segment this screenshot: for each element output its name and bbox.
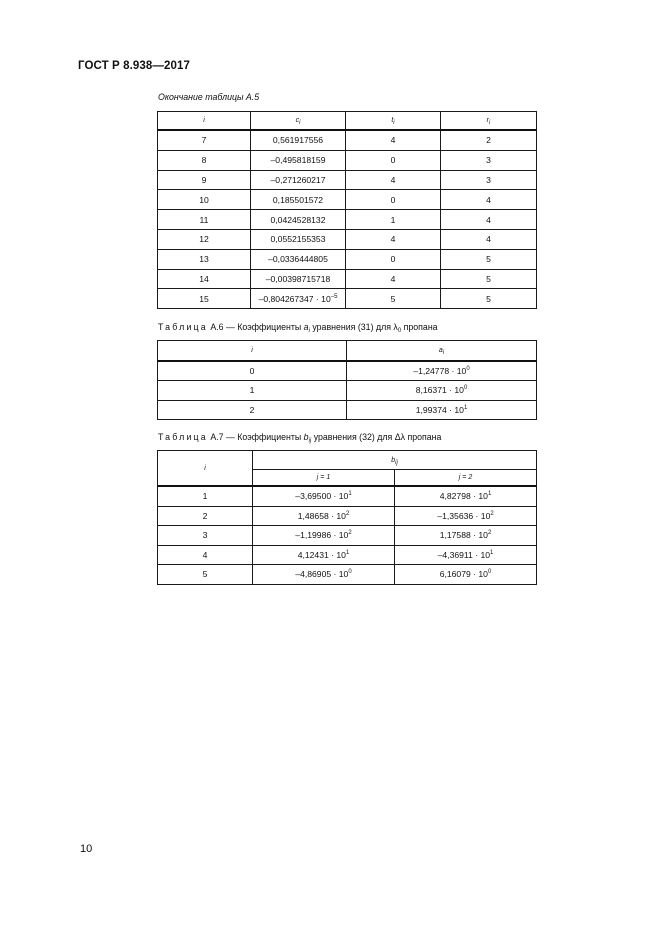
table-row <box>158 249 537 269</box>
cell-j2: $-4,36911 \cdot 10^1$ <box>395 545 537 565</box>
cell-i: 2 <box>158 400 347 420</box>
table-a6-header-a: $a_i$ <box>347 341 537 361</box>
cell-r: 4 <box>441 210 537 230</box>
cell-i: 1 <box>158 381 347 401</box>
table-row <box>158 565 537 585</box>
cell-j1: $-3,69500 \cdot 10^1$ <box>253 486 395 506</box>
table-row <box>158 170 537 190</box>
cell-j2: $-1,35636 \cdot 10^2$ <box>395 506 537 526</box>
cell-i: 7 <box>158 130 251 150</box>
cell-r: 5 <box>441 249 537 269</box>
cell-i: 5 <box>158 565 253 585</box>
table-row <box>158 229 537 249</box>
cell-t: 0 <box>346 249 441 269</box>
cell-i: 0 <box>158 361 347 381</box>
table-a5-header-r: $r_i$ <box>441 112 537 131</box>
cell-j2: $1,17588 \cdot 10^2$ <box>395 526 537 546</box>
document-header: ГОСТ Р 8.938—2017 <box>78 60 190 72</box>
cell-c: 0,0552155353 <box>251 229 346 249</box>
table-a5-header-row <box>158 112 537 131</box>
cell-r: 5 <box>441 289 537 309</box>
table-row <box>158 190 537 210</box>
table-row <box>158 150 537 170</box>
cell-i: 3 <box>158 526 253 546</box>
table-row <box>158 400 537 420</box>
cell-t: 5 <box>346 289 441 309</box>
cell-t: 0 <box>346 150 441 170</box>
table-a5-caption: Окончание таблицы А.5 <box>158 92 260 102</box>
cell-t: 4 <box>346 170 441 190</box>
cell-i: 9 <box>158 170 251 190</box>
table-row <box>158 130 537 150</box>
cell-t: 4 <box>346 130 441 150</box>
table-a6-body <box>158 361 537 420</box>
cell-a: $-1,24778 \cdot 10^0$ <box>347 361 537 381</box>
cell-c: –0,0336444805 <box>251 249 346 269</box>
table-row <box>158 361 537 381</box>
table-row <box>158 526 537 546</box>
table-a6-header-i: i <box>158 341 347 361</box>
cell-r: 4 <box>441 190 537 210</box>
cell-c: –0,495818159 <box>251 150 346 170</box>
cell-j2: $6,16079 \cdot 10^0$ <box>395 565 537 585</box>
cell-a: $1,99374 \cdot 10^1$ <box>347 400 537 420</box>
table-row <box>158 381 537 401</box>
cell-j2: $4,82798 \cdot 10^1$ <box>395 486 537 506</box>
cell-j1: $-1,19986 \cdot 10^2$ <box>253 526 395 546</box>
cell-a: $8,16371 \cdot 10^0$ <box>347 381 537 401</box>
cell-t: 1 <box>346 210 441 230</box>
table-a6 <box>157 340 537 420</box>
table-row <box>158 269 537 289</box>
table-a7 <box>157 450 537 585</box>
cell-i: 14 <box>158 269 251 289</box>
cell-j1: $4,12431 \cdot 10^1$ <box>253 545 395 565</box>
table-row <box>158 545 537 565</box>
cell-r: 3 <box>441 150 537 170</box>
table-a7-header-row <box>158 451 537 470</box>
table-a7-header-b: $b_{ij}$ <box>253 451 537 470</box>
cell-j1: $-4,86905 \cdot 10^0$ <box>253 565 395 585</box>
cell-c: 0,561917556 <box>251 130 346 150</box>
table-a5-body <box>158 130 537 309</box>
cell-c: 0,185501572 <box>251 190 346 210</box>
cell-i: 11 <box>158 210 251 230</box>
cell-c: 0,0424528132 <box>251 210 346 230</box>
cell-i: 4 <box>158 545 253 565</box>
cell-t: 0 <box>346 190 441 210</box>
cell-i: 2 <box>158 506 253 526</box>
table-a6-header-row <box>158 341 537 361</box>
table-a7-caption-label: Таблица <box>158 432 208 442</box>
table-a7-header-j2: j = 2 <box>395 470 537 487</box>
cell-i: 10 <box>158 190 251 210</box>
table-row <box>158 506 537 526</box>
table-a7-caption-number: А.7 <box>210 432 224 442</box>
table-a6-caption: Таблица А.6 — Коэффициенты $a_i$ уравнения (31) для $\lambda_0$ пропана <box>158 322 438 334</box>
table-a6-caption-label: Таблица <box>158 322 208 332</box>
cell-i: 8 <box>158 150 251 170</box>
table-a5-header-i: i <box>158 112 251 131</box>
cell-r: 3 <box>441 170 537 190</box>
page-number: 10 <box>80 843 93 855</box>
cell-i: 15 <box>158 289 251 309</box>
cell-r: 4 <box>441 229 537 249</box>
cell-i: 12 <box>158 229 251 249</box>
cell-i: 13 <box>158 249 251 269</box>
table-a7-caption: Таблица А.7 — Коэффициенты $b_{ij}$ уравнения (32) для Δλ пропана <box>158 432 442 444</box>
cell-t: 4 <box>346 269 441 289</box>
table-a7-header-i: i <box>158 451 253 487</box>
cell-c: –0,271260217 <box>251 170 346 190</box>
table-row <box>158 289 537 309</box>
cell-c: –0,00398715718 <box>251 269 346 289</box>
table-a6-caption-number: А.6 <box>210 322 224 332</box>
table-row <box>158 486 537 506</box>
table-a7-header-j1: j = 1 <box>253 470 395 487</box>
cell-t: 4 <box>346 229 441 249</box>
cell-r: 2 <box>441 130 537 150</box>
table-a5-header-c: $c_i$ <box>251 112 346 131</box>
cell-r: 5 <box>441 269 537 289</box>
table-a5-header-t: $t_i$ <box>346 112 441 131</box>
cell-j1: $1,48658 \cdot 10^2$ <box>253 506 395 526</box>
table-row <box>158 210 537 230</box>
cell-c: $-0,804267347 \cdot 10^{-5}$ <box>251 289 346 309</box>
table-a7-body <box>158 486 537 584</box>
cell-i: 1 <box>158 486 253 506</box>
table-a5 <box>157 111 537 309</box>
